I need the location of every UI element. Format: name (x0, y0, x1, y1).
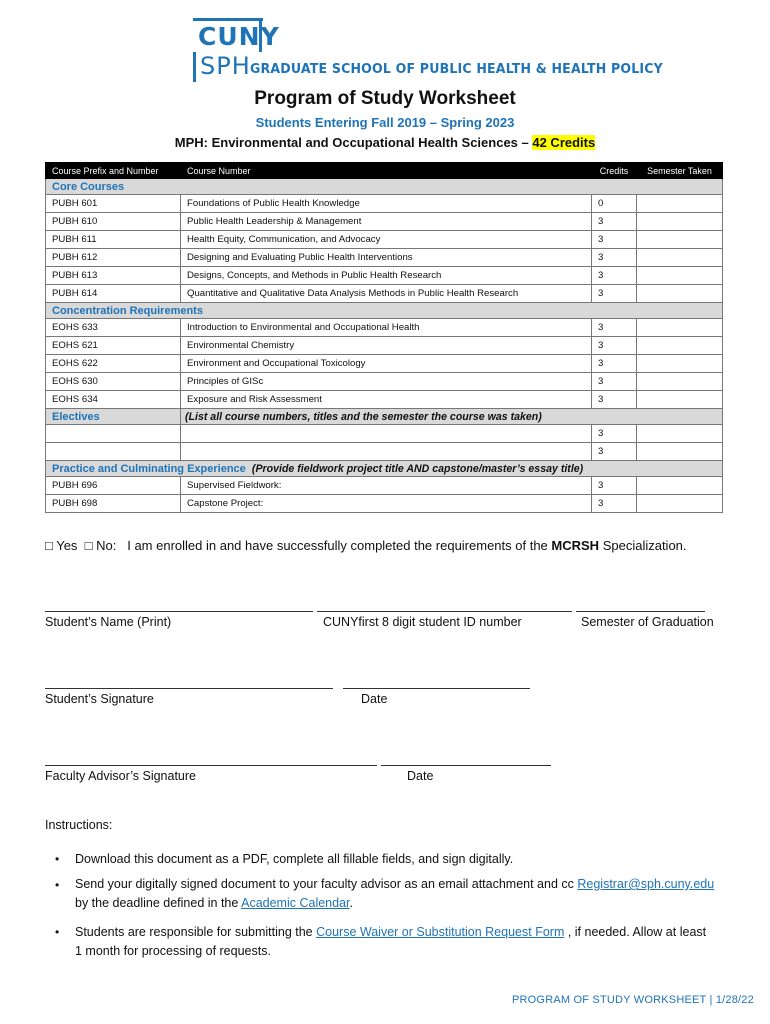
course-credits: 3 (592, 337, 637, 355)
semester-field[interactable] (637, 195, 723, 213)
table-row (46, 195, 723, 213)
header-credits: Credits (592, 163, 637, 179)
table-row (46, 443, 723, 461)
section-core (46, 179, 723, 195)
table-row (46, 319, 723, 337)
advisor-signature-line[interactable] (45, 765, 377, 766)
logo-cuny: CUNY (198, 22, 280, 51)
course-name: Environment and Occupational Toxicology (181, 355, 592, 373)
no-checkbox[interactable]: □ No: (84, 538, 117, 553)
course-code: PUBH 696 (46, 477, 181, 495)
logo-frame-left (193, 52, 196, 82)
course-name: Designing and Evaluating Public Health Interventions (181, 249, 592, 267)
course-credits: 3 (592, 249, 637, 267)
course-code: PUBH 612 (46, 249, 181, 267)
semester-field[interactable] (637, 231, 723, 249)
instruction-text: by the deadline defined in the (75, 896, 242, 910)
table-row (46, 391, 723, 409)
elective-name-field[interactable] (181, 425, 592, 443)
semester-field[interactable] (637, 425, 723, 443)
course-code: EOHS 630 (46, 373, 181, 391)
practice-label: Practice and Culminating Experience (52, 462, 246, 475)
instruction-item (75, 875, 714, 913)
table-row (46, 337, 723, 355)
elective-code-field[interactable] (46, 425, 181, 443)
table-row (46, 425, 723, 443)
course-name[interactable]: Capstone Project: (181, 495, 592, 513)
date1-label: Date (361, 692, 388, 706)
date1-line[interactable] (343, 688, 530, 689)
table-row (46, 477, 723, 495)
advisor-signature-label: Faculty Advisor’s Signature (45, 769, 197, 783)
course-name: Environmental Chemistry (181, 337, 592, 355)
semester-field[interactable] (637, 495, 723, 513)
course-table (45, 162, 723, 513)
section-label: Core Courses (46, 179, 723, 195)
table-row (46, 373, 723, 391)
header-course: Course Number (181, 163, 592, 179)
semester-field[interactable] (637, 213, 723, 231)
specialization-name: MCRSH (551, 538, 600, 553)
course-code: PUBH 614 (46, 285, 181, 303)
table-row (46, 355, 723, 373)
table-row (46, 231, 723, 249)
instruction-text: Students are responsible for submitting the (75, 925, 317, 939)
course-credits: 3 (592, 373, 637, 391)
graduation-label: Semester of Graduation (581, 615, 714, 629)
registrar-email-link[interactable]: Registrar@sph.cuny.edu (577, 877, 715, 891)
logo-frame-top (193, 18, 263, 21)
graduation-line[interactable] (576, 611, 705, 612)
course-name: Exposure and Risk Assessment (181, 391, 592, 409)
logo-sph: SPH (200, 52, 251, 80)
table-row (46, 495, 723, 513)
semester-field[interactable] (637, 319, 723, 337)
table-row (46, 249, 723, 267)
course-code: PUBH 601 (46, 195, 181, 213)
bullet-icon: • (55, 925, 60, 939)
table-row (46, 285, 723, 303)
academic-calendar-link[interactable]: Academic Calendar (241, 896, 350, 910)
section-label (46, 461, 723, 477)
course-code: EOHS 621 (46, 337, 181, 355)
date2-label: Date (407, 769, 434, 783)
instruction-text: . (349, 896, 353, 910)
instruction-text: Send your digitally signed document to your faculty advisor as an email attachment and cc (75, 877, 578, 891)
course-name: Foundations of Public Health Knowledge (181, 195, 592, 213)
section-concentration (46, 303, 723, 319)
student-signature-label: Student’s Signature (45, 692, 154, 706)
student-signature-line[interactable] (45, 688, 333, 689)
semester-field[interactable] (637, 443, 723, 461)
course-credits: 3 (592, 267, 637, 285)
semester-field[interactable] (637, 391, 723, 409)
table-row (46, 213, 723, 231)
bullet-icon: • (55, 852, 60, 866)
table-row (46, 267, 723, 285)
course-code: PUBH 613 (46, 267, 181, 285)
section-practice (46, 461, 723, 477)
specialization-line (45, 538, 687, 553)
section-electives (46, 409, 723, 425)
course-code: EOHS 622 (46, 355, 181, 373)
course-credits: 3 (592, 425, 637, 443)
program-credits: 42 Credits (532, 135, 596, 150)
section-label: Electives (46, 409, 181, 425)
semester-field[interactable] (637, 373, 723, 391)
school-name: GRADUATE SCHOOL OF PUBLIC HEALTH & HEALTH POLICY (250, 61, 663, 77)
bullet-icon: • (55, 878, 60, 892)
course-name: Public Health Leadership & Management (181, 213, 592, 231)
elective-name-field[interactable] (181, 443, 592, 461)
elective-code-field[interactable] (46, 443, 181, 461)
course-code: EOHS 634 (46, 391, 181, 409)
student-name-line[interactable] (45, 611, 313, 612)
course-credits: 3 (592, 391, 637, 409)
section-label: Concentration Requirements (46, 303, 723, 319)
program-title (0, 135, 770, 150)
instructions-heading: Instructions: (45, 818, 113, 832)
course-code: PUBH 611 (46, 231, 181, 249)
header-semester: Semester Taken (637, 163, 723, 179)
course-credits: 3 (592, 477, 637, 495)
yes-checkbox[interactable]: □ Yes (45, 538, 78, 553)
page-footer: PROGRAM OF STUDY WORKSHEET | 1/28/22 (512, 994, 754, 1006)
course-credits: 3 (592, 213, 637, 231)
table-header (46, 163, 723, 179)
course-name: Designs, Concepts, and Methods in Public Health Research (181, 267, 592, 285)
page-subtitle: Students Entering Fall 2019 – Spring 2023 (255, 115, 515, 130)
course-name[interactable]: Supervised Fieldwork: (181, 477, 592, 495)
instruction-text: , if needed. Allow at least (564, 925, 707, 939)
course-credits: 0 (592, 195, 637, 213)
section-note (181, 409, 723, 425)
course-credits: 3 (592, 443, 637, 461)
instruction-item (75, 923, 706, 961)
course-name: Introduction to Environmental and Occupational Health (181, 319, 592, 337)
electives-note: (List all course numbers, titles and the semester the course was taken) (185, 410, 542, 423)
semester-field[interactable] (637, 337, 723, 355)
semester-field[interactable] (637, 285, 723, 303)
student-id-label: CUNYfirst 8 digit student ID number (323, 615, 522, 629)
course-code: PUBH 698 (46, 495, 181, 513)
course-credits: 3 (592, 355, 637, 373)
course-name: Principles of GISc (181, 373, 592, 391)
course-credits: 3 (592, 285, 637, 303)
semester-field[interactable] (637, 267, 723, 285)
course-name: Health Equity, Communication, and Advocacy (181, 231, 592, 249)
course-credits: 3 (592, 231, 637, 249)
date2-line[interactable] (381, 765, 551, 766)
instruction-item: Download this document as a PDF, complete all fillable fields, and sign digitally. (75, 852, 514, 866)
semester-field[interactable] (637, 355, 723, 373)
semester-field[interactable] (637, 249, 723, 267)
program-name: MPH: Environmental and Occupational Health Sciences – (174, 135, 533, 150)
student-name-label: Student’s Name (Print) (45, 615, 172, 629)
page-title: Program of Study Worksheet (254, 88, 516, 109)
course-name: Quantitative and Qualitative Data Analysis Methods in Public Health Research (181, 285, 592, 303)
course-credits: 3 (592, 495, 637, 513)
semester-field[interactable] (637, 477, 723, 495)
header-prefix: Course Prefix and Number (46, 163, 181, 179)
practice-note: (Provide fieldwork project title AND capstone/master’s essay title) (251, 462, 584, 475)
instruction-text: 1 month for processing of requests. (75, 944, 271, 958)
course-code: PUBH 610 (46, 213, 181, 231)
course-credits: 3 (592, 319, 637, 337)
waiver-form-link[interactable]: Course Waiver or Substitution Request Form (316, 925, 565, 939)
specialization-text: I am enrolled in and have successfully completed the requirements of the (127, 538, 552, 553)
student-id-line[interactable] (317, 611, 572, 612)
specialization-suffix: Specialization. (599, 538, 687, 553)
course-code: EOHS 633 (46, 319, 181, 337)
